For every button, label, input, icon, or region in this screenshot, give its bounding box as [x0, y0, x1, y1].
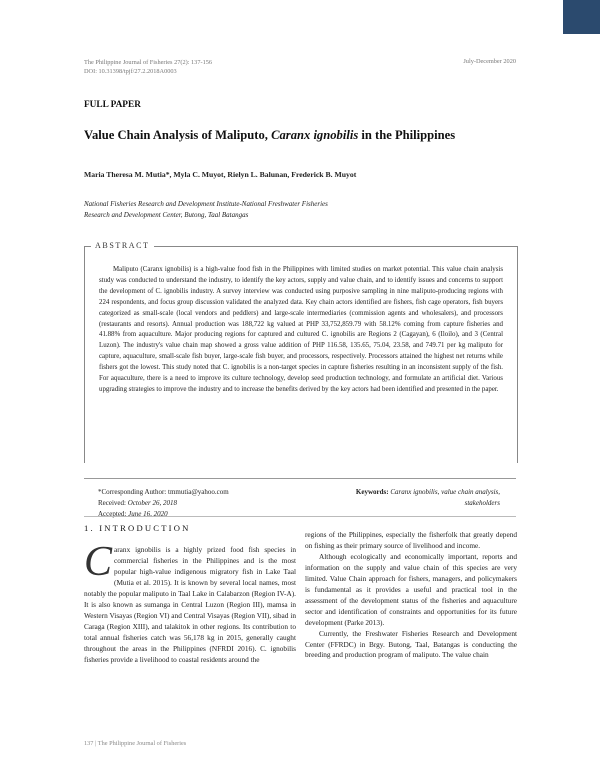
received-date: Received: October 26, 2018: [98, 499, 177, 507]
doi[interactable]: DOI: 10.31398/tpjf/27.2.2018A0003: [84, 68, 177, 75]
corresponding-author[interactable]: *Corresponding Author: tmmutia@yahoo.com: [98, 488, 229, 496]
keywords-value: Caranx ignobilis, value chain analysis, stakeholders: [388, 488, 500, 507]
article-title: [84, 128, 524, 143]
title-species: Caranx ignobilis: [271, 128, 359, 142]
author-list: Maria Theresa M. Mutia*, Myla C. Muyot, Rielyn L. Balunan, Frederick B. Muyot: [84, 170, 357, 179]
intro-paragraph-1-cont: regions of the Philippines, especially the fisherfolk that greatly depend on fishing as their primary source of livelihood and income.: [305, 530, 517, 550]
affiliation-line-2: Research and Development Center, Butong, Taal Batangas: [84, 211, 249, 219]
affiliation: [84, 199, 524, 221]
keywords: [330, 487, 500, 509]
intro-paragraph-3: Currently, the Freshwater Fisheries Research and Development Center (FFRDC) in Brgy. Butong, Taal, Batangas is conducting the breeding and production program of maliputo. The value chain: [305, 628, 517, 660]
divider: [84, 516, 516, 517]
journal-citation: The Philippine Journal of Fisheries 27(2): 137-156: [84, 59, 213, 66]
body-column-right: [305, 530, 517, 661]
dropcap: C: [84, 539, 113, 585]
article-type: FULL PAPER: [84, 100, 141, 110]
intro-paragraph-2: Although ecologically and economically important, reports and information on the supply and value chain of this species are very limited. Value Chain approach for fishers, managers, and policymakers is fundamental as it provides a useful and practical tool in the assessment of the development status of the fisheries and aquaculture sector and identification of constraints and opportunities for its future development (Parke 2013).: [305, 551, 517, 627]
divider: [84, 478, 516, 479]
abstract-box: [84, 241, 518, 463]
section-heading: 1. INTRODUCTION: [84, 523, 191, 533]
affiliation-line-1: National Fisheries Research and Development Institute-National Freshwater Fisheries: [84, 200, 328, 208]
abstract-text: Maliputo (Caranx ignobilis) is a high-value food fish in the Philippines with limited studies on market potential. This value chain analysis study was conducted to understand the industry, to identify the key actors, supply and value chain, and to identify issues and concerns to support the development of C. ignobilis industry. A survey interview was conducted using purposive sampling in nine maliputo-producing regions with 224 respondents, and focus group discussion validated the analyzed data. Key chain actors identified are fishers, fish cage operators, fish buyers categorized as small-scale (local vendors and peddlers) and large-scale intermediaries (commission agents and wholesalers), and processors (restaurants and resorts). Annual production was 188,722 kg valued at PHP 33,752,859.79 with 58.12% coming from capture fisheries and 41.88% from aquaculture. Major producing regions for captured and cultured C. ignobilis are Regions 2 (Cagayan), 6 (Iloilo), and 3 (Central Luzon). The industry's value chain map showed a gross value addition of PHP 116.58, 135.65, 75.04, 23.58, and 749.71 per kg maliputo for capture, aquaculture, small-scale fish buyer, large-scale fish buyer, and processors, respectively. Processors attained the highest net returns while fishers got the lowest. This study noted that C. ignobilis is a non-target species in capture fisheries resulting in an inconsistent supply of the fish. For aquaculture, there is a need to improve its culture technology, develop seed production technology, and formulate an artificial diet. Various upgrading strategies to improve the industry and to increase the benefits derived by the key actors had been identified and presented in the paper.: [99, 266, 503, 393]
abstract-heading: ABSTRACT: [91, 241, 154, 250]
intro-paragraph-1: aranx ignobilis is a highly prized food fish species in commercial fisheries in the Philippines and is the most popular high-value indigenous migratory fish in Lake Taal (Mutia et al. 2015). It is known by several local names, most notably the popular maliputo in Taal Lake in Calabarzon (Region IV-A). It is also known as sumanga in Central Luzon (Region III), mamsa in Western Visayas (Region VI) and Central Visayas (Region VII), sibad in Caraga (Region XIII), and talakitok in other regions. Its contribution to total annual fisheries catch was 56,178 kg in 2015, generally caught throughout the areas in the Philippines (NFRDI 2016). C. ignobilis fisheries provide a livelihood to coastal residents around the: [84, 545, 296, 664]
accepted-date: Accepted: June 16, 2020: [98, 510, 168, 518]
corner-tab: [563, 0, 600, 34]
issue-date: July-December 2020: [463, 58, 516, 65]
keywords-label: Keywords:: [355, 488, 389, 496]
page-footer: 137 | The Philippine Journal of Fisheries: [84, 740, 187, 747]
body-column-left: [84, 539, 296, 665]
title-main: Value Chain Analysis of Maliputo,: [84, 128, 272, 142]
journal-header: [84, 58, 212, 76]
title-end: in the Philippines: [358, 128, 456, 142]
